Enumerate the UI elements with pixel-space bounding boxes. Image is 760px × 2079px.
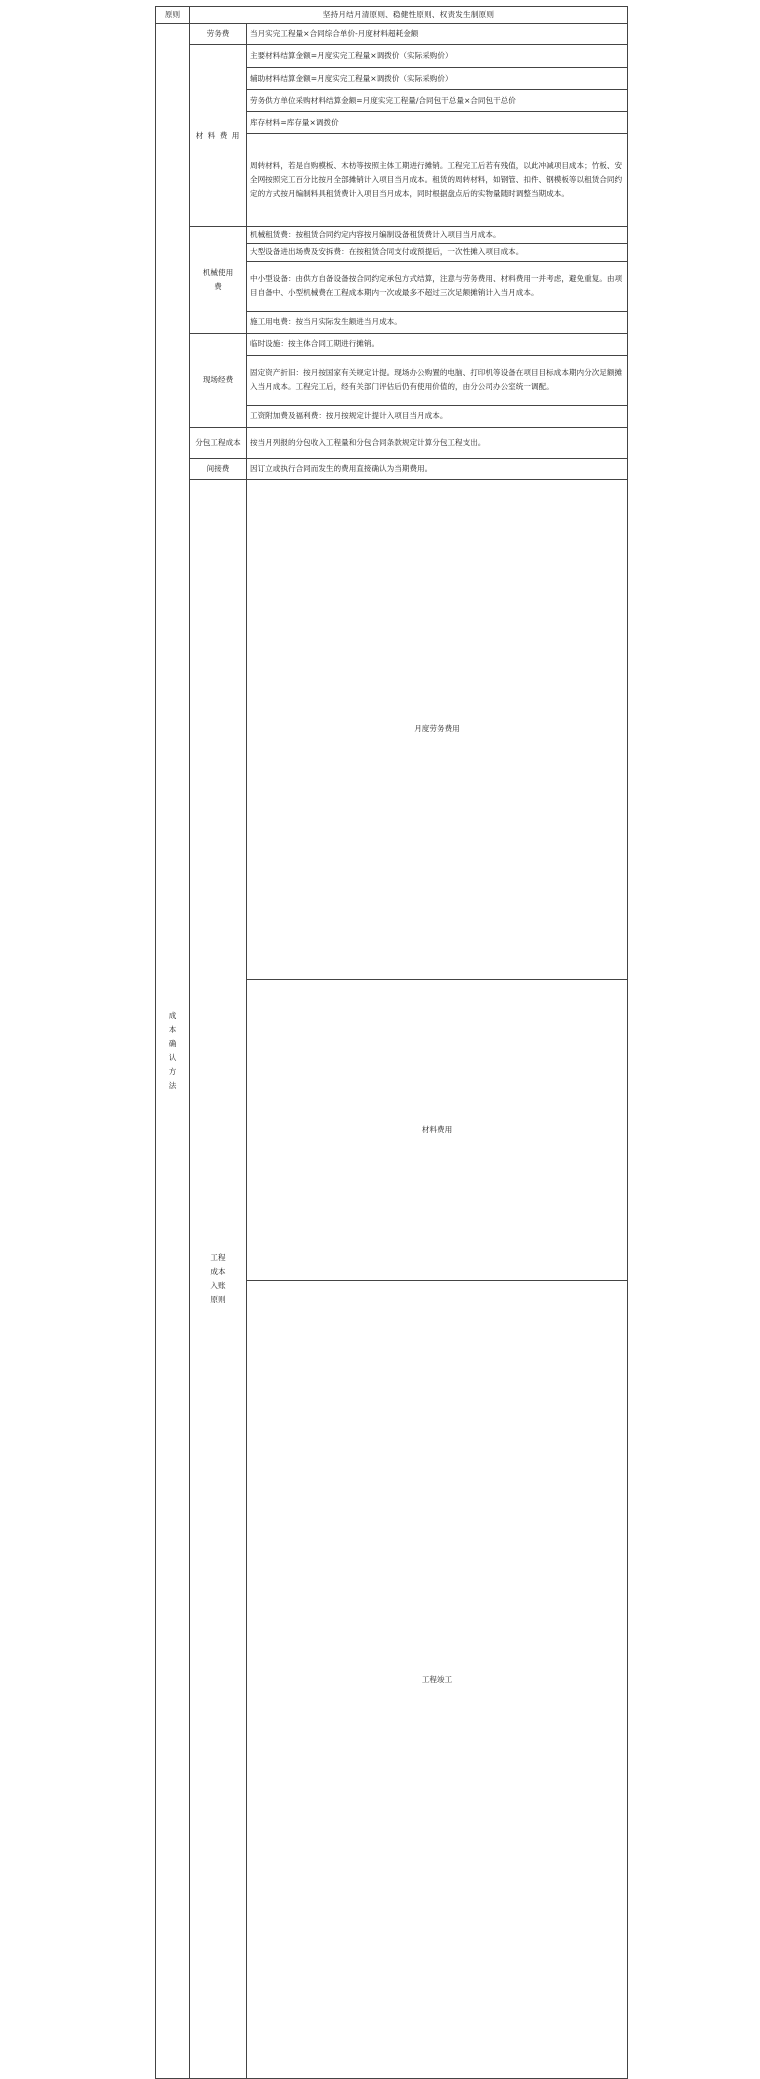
category-machinery-label: 机械使用费 — [202, 267, 234, 291]
category-monthly-labour — [247, 479, 628, 979]
header-principle-cell: 原则 — [156, 7, 190, 24]
rule-stock-materials: 库存材料=库存量×调拨价 — [247, 112, 628, 134]
rule-wages-welfare: 工资附加费及福利费：按月按规定计提计入项目当月成本。 — [247, 405, 628, 427]
rule-aux-materials: 辅助材料结算金额=月度实完工程量×调拨价（实际采购价） — [247, 68, 628, 90]
category-material-costs: 材料费用 — [247, 979, 628, 1280]
rule-machine-rental: 机械租赁费：按租赁合同约定内容按月编制设备租赁费计入项目当月成本。 — [247, 227, 628, 244]
category-completion: 工程竣工 — [247, 1280, 628, 2078]
rule-small-equipment: 中小型设备：由供方自备设备按合同约定承包方式结算，注意与劳务费用、材料费用一并考虑，避免重复。由项目自备中、小型机械费在工程成本期内一次或最多不超过三次足额摊销计入当月成本。 — [247, 261, 628, 311]
rule-main-materials: 主要材料结算金额=月度实完工程量×调拨价（实际采购价） — [247, 45, 628, 68]
rule-turnover-materials: 周转材料，若是自购模板、木枋等按照主体工期进行摊销。工程完工后若有残值，以此冲减项目成本；竹板、安全网按照完工百分比按月全部摊销计入项目当月成本。租赁的周转材料，如钢管、扣件、钢模板等以租赁合同约定的方式按月编制料具租赁费计入项目当月成本，同时根据盘点后的实物量随时调整当期成本。 — [247, 134, 628, 227]
rule-depreciation: 固定资产折旧：按月按国家有关规定计提。现场办公购置的电脑、打印机等设备在项目目标成本期内分次足额摊入当月成本。工程完工后，经有关部门评估后仍有使用价值的，由分公司办公室统一调配。 — [247, 355, 628, 405]
rule-temporary-facilities: 临时设施：按主体合同工期进行摊销。 — [247, 333, 628, 355]
rule-subcontract: 按当月列报的分包收入工程量和分包合同条款规定计算分包工程支出。 — [247, 427, 628, 458]
category-labour: 劳务费 — [190, 24, 247, 45]
rule-indirect: 因订立或执行合同而发生的费用直接确认为当期费用。 — [247, 458, 628, 479]
cost-principles-table — [155, 6, 628, 2079]
section-cost-recognition-label — [156, 24, 190, 2079]
category-site-expenses: 现场经费 — [190, 333, 247, 427]
category-materials — [190, 45, 247, 227]
section-booking-principles-label — [190, 479, 247, 2079]
rule-electricity: 施工用电费：按当月实际发生额进当月成本。 — [247, 311, 628, 333]
category-materials-label: 材 料 费 用 — [195, 130, 241, 140]
rule-labour: 当月实完工程量×合同综合单价-月度材料超耗金额 — [247, 24, 628, 45]
header-principle-text: 坚持月结月清原则、稳健性原则、权责发生制原则 — [190, 7, 628, 24]
category-indirect: 间接费 — [190, 458, 247, 479]
section2-label-text: 工程成本入账原则 — [210, 1252, 226, 1304]
category-subcontract-label: 分包工程成本 — [195, 437, 241, 447]
category-subcontract — [190, 427, 247, 458]
category-machinery — [190, 227, 247, 333]
section-label-text: 成本确认方法 — [168, 1011, 177, 1091]
rule-large-equipment: 大型设备进出场费及安拆费：在按租赁合同支付或预提后，一次性摊入项目成本。 — [247, 244, 628, 261]
category-monthly-labour-label: 月度劳务费用 — [414, 724, 460, 734]
rule-supplier-materials: 劳务供方单位采购材料结算金额=月度实完工程量/合同包干总量×合同包干总价 — [247, 90, 628, 112]
